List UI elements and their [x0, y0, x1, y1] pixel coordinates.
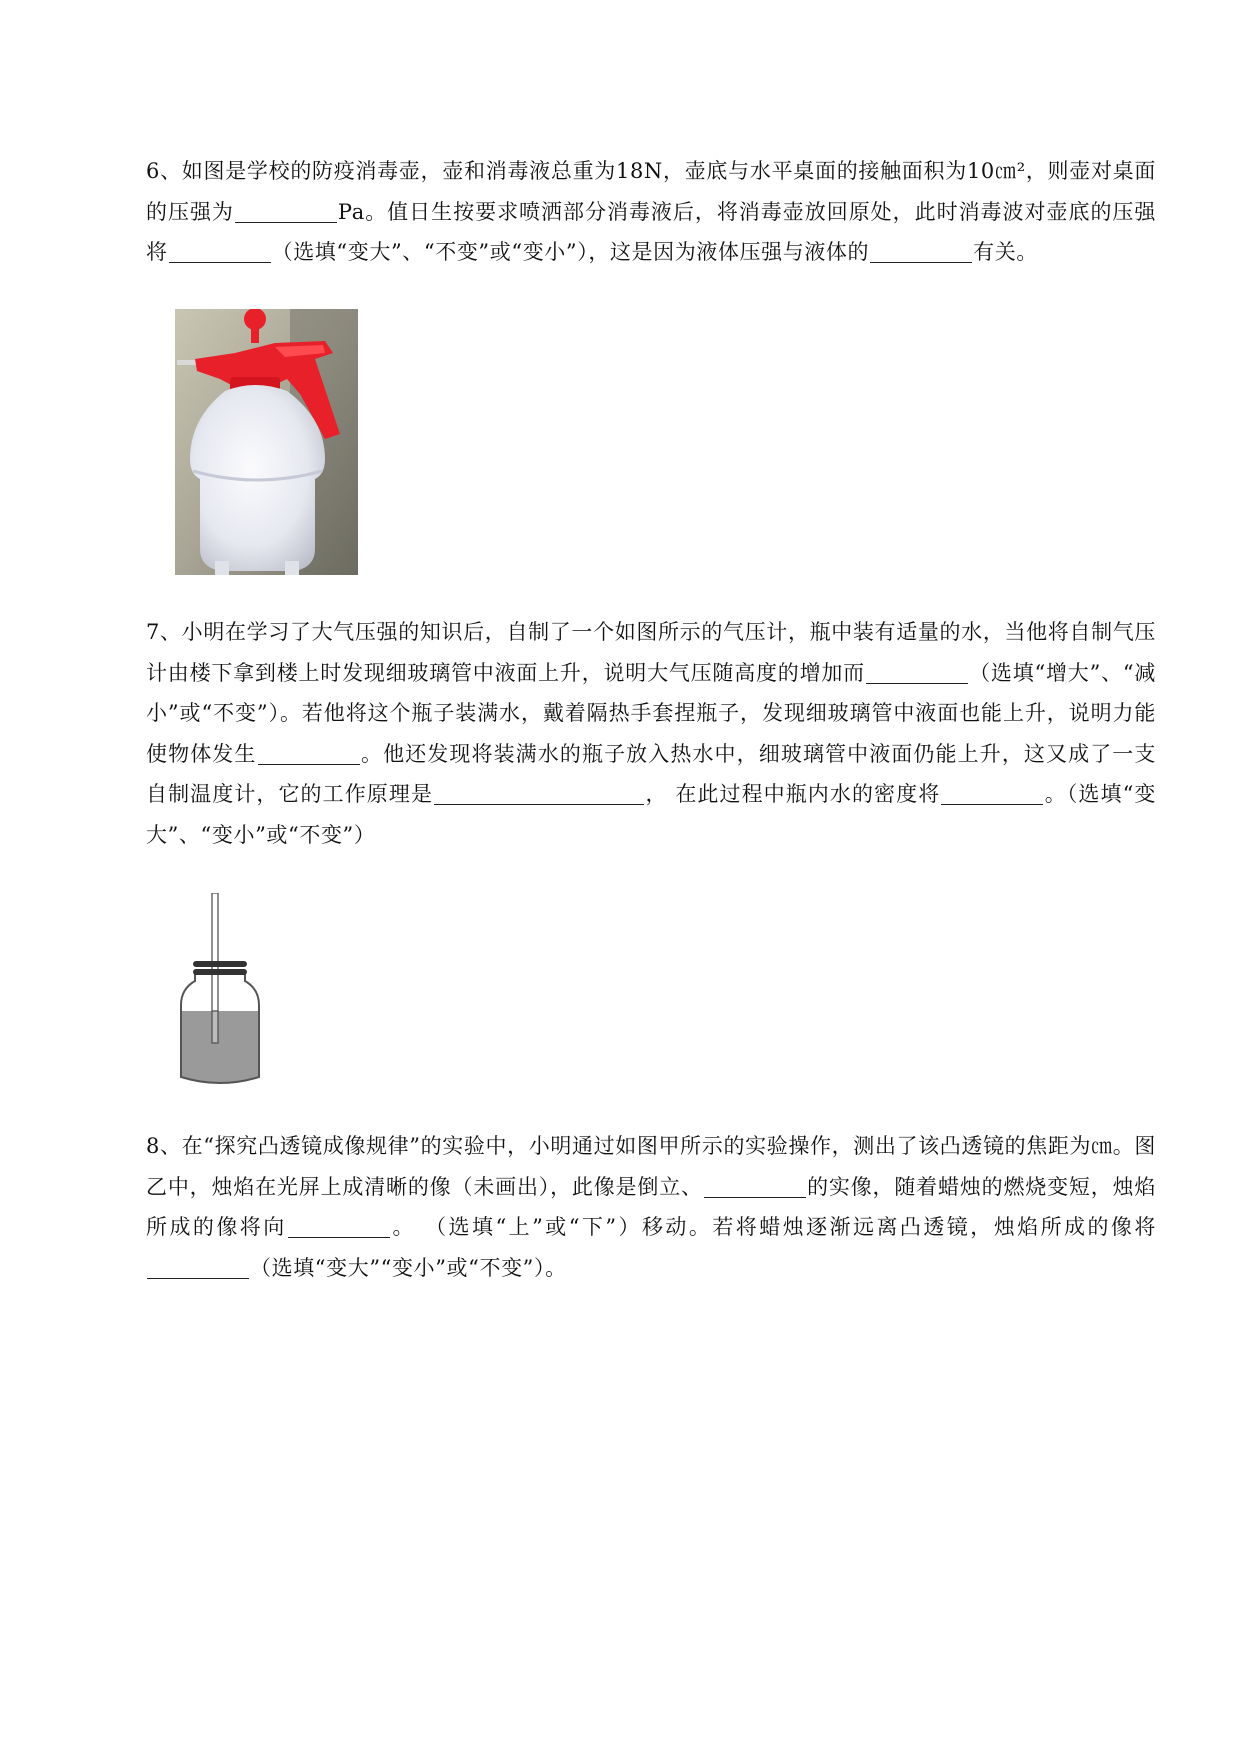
spray-bottle-photo [175, 309, 358, 575]
question-6-text-3: （选填“变大”、“不变”或“变小”），这是因为液体压强与液体的 [271, 240, 870, 264]
question-6-text-4: 有关。 [973, 240, 1038, 264]
answer-blank[interactable] [704, 1173, 806, 1198]
question-7 [146, 612, 1156, 855]
question-7-text-2: （选填“增大”、“减小”或“不变”）。若他将这个瓶子装满水，戴着隔热手套捏瓶子，发现细玻璃管中液面也能上升，说明力能使物体发生 [146, 660, 1157, 766]
answer-blank[interactable] [870, 238, 972, 263]
answer-blank[interactable] [288, 1213, 390, 1238]
answer-blank[interactable] [235, 198, 337, 223]
answer-blank[interactable] [147, 1254, 249, 1279]
question-6 [146, 151, 1156, 273]
answer-blank[interactable] [866, 659, 968, 684]
answer-blank[interactable] [941, 780, 1043, 805]
question-7-text-1: 7、小明在学习了大气压强的知识后，自制了一个如图所示的气压计，瓶中装有适量的水，当他将自制气压计由楼下拿到楼上时发现细玻璃管中液面上升，说明大气压随高度的增加而 [146, 620, 1156, 685]
question-6-text-1: 6、如图是学校的防疫消毒壶，壶和消毒液总重为18N，壶底与水平桌面的接触面积为10㎝²，则壶对桌面的压强为 [146, 159, 1156, 224]
question-7-text-3: 。他还发现将装满水的瓶子放入热水中，细玻璃管中液面仍能上升，这又成了一支自制温度计，它的工作原理是 [146, 741, 1157, 806]
question-7-text-5: 。（选填“变大”、“变小”或“不变”） [146, 782, 1156, 847]
answer-blank[interactable] [169, 238, 271, 263]
question-8-text-4: （选填“变大”“变小”或“不变”）。 [250, 1255, 567, 1280]
question-6-text-2: Pa。值日生按要求喷洒部分消毒液后，将消毒壶放回原处，此时消毒波对壶底的压强将 [146, 199, 1156, 264]
barometer-bottle-diagram [175, 893, 265, 1089]
question-7-text-4: ， 在此过程中瓶内水的密度将 [645, 782, 941, 806]
answer-blank[interactable] [258, 740, 360, 765]
question-8-text-2: 的实像，随着蜡烛的燃烧变短，烛焰所成的像将向 [146, 1174, 1156, 1239]
question-8-text-3: 。 （选填“上”或“下”）移动。若将蜡烛逐渐远离凸透镜，烛焰所成的像将 [390, 1215, 1156, 1239]
question-8-text-1: 8、在“探究凸透镜成像规律”的实验中，小明通过如图甲所示的实验操作，测出了该凸透镜的焦距为㎝。图乙中，烛焰在光屏上成清晰的像（未画出），此像是倒立、 [146, 1134, 1156, 1199]
answer-blank[interactable] [434, 780, 644, 805]
question-8 [146, 1126, 1156, 1288]
